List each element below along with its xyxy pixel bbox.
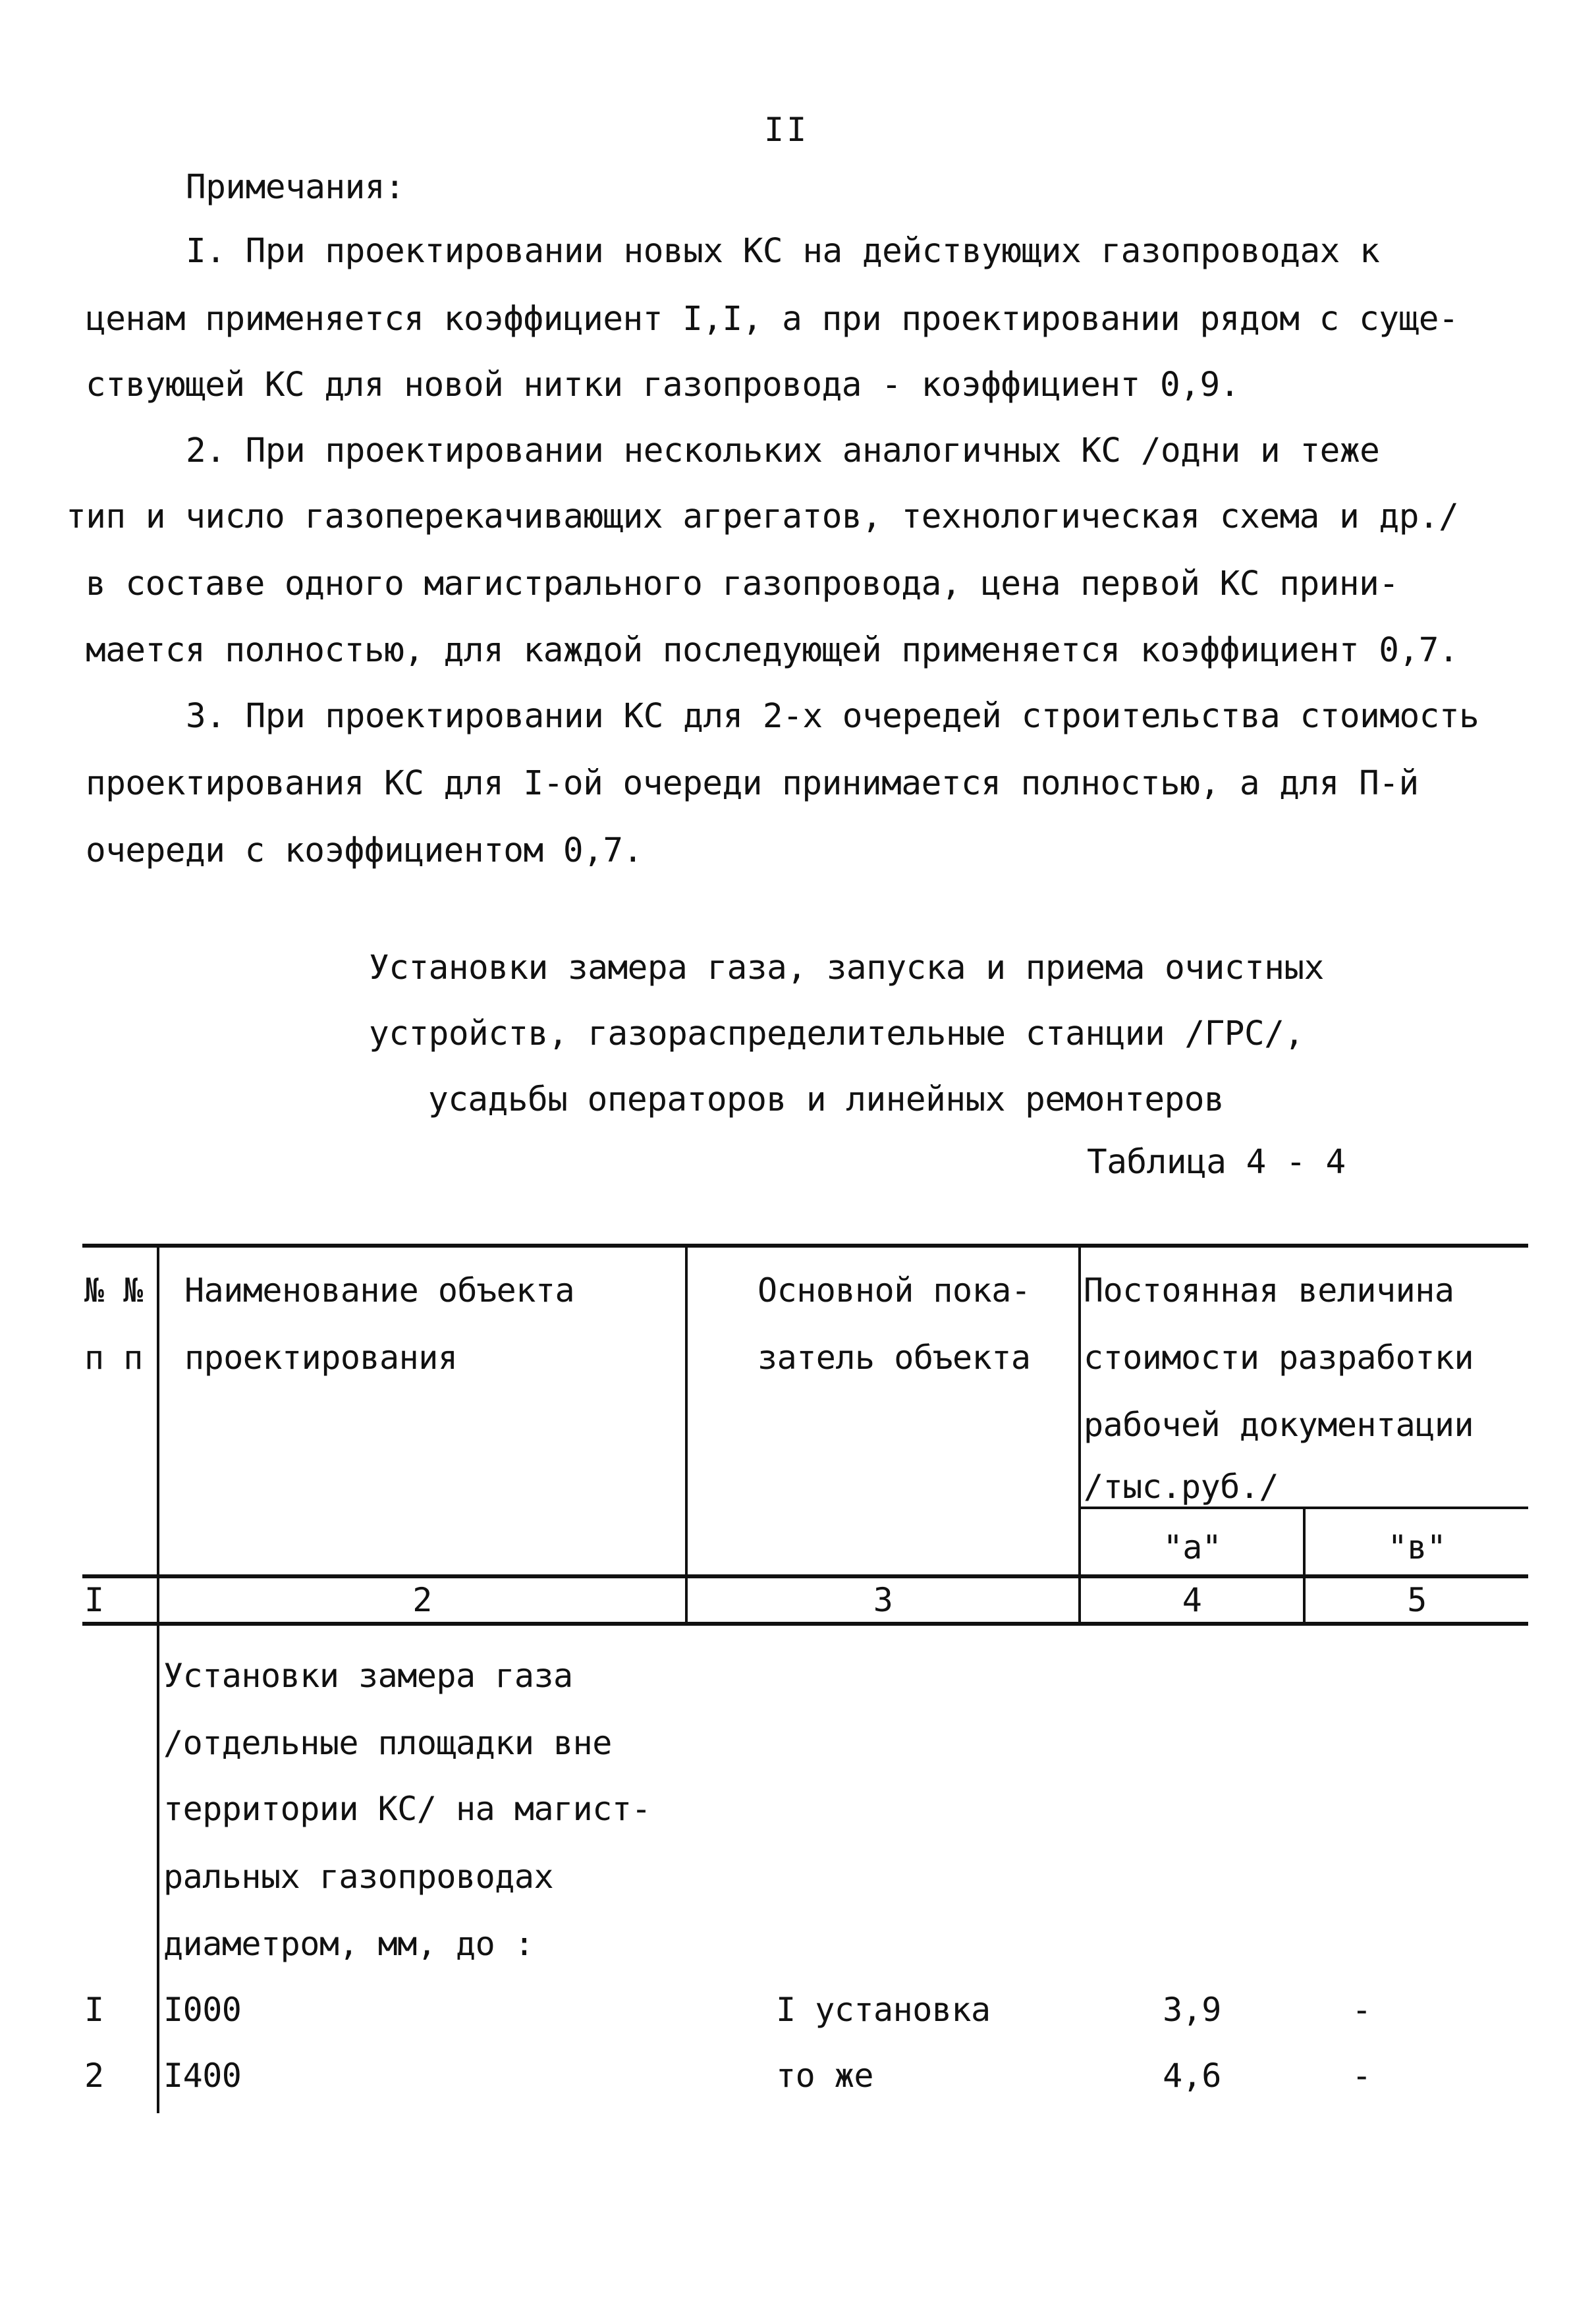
note-2-line-3: в составе одного магистрального газопровода, цена первой КС прини-	[86, 565, 1399, 603]
section-title-line-2: устройств, газораспределительные станции /ГРС/,	[369, 1014, 1304, 1053]
column-number-3: 3	[873, 1581, 893, 1619]
row-1-number: I	[84, 1991, 104, 2029]
header-bottom-rule	[82, 1574, 1528, 1578]
group-title-line-1: Установки замера газа	[163, 1657, 573, 1695]
header-num-line-2: п п	[84, 1339, 143, 1377]
column-number-4: 4	[1182, 1581, 1202, 1619]
col-divider-2	[685, 1245, 688, 1624]
header-cost-line-1: Постоянная величина	[1084, 1271, 1454, 1310]
subheader-a: "а"	[1163, 1528, 1222, 1566]
table-label: Таблица 4 - 4	[1087, 1143, 1346, 1182]
row-1-value-a: 3,9	[1163, 1991, 1221, 2029]
col-divider-1	[157, 1245, 159, 2113]
row-1-value-b: -	[1352, 1991, 1371, 2029]
column-number-1: I	[84, 1581, 104, 1619]
note-3-line-3: очереди с коэффициентом 0,7.	[86, 831, 643, 870]
group-title-line-2: /отдельные площадки вне	[163, 1724, 612, 1762]
row-2-name: I400	[163, 2057, 242, 2095]
header-cost-line-2: стоимости разработки	[1084, 1339, 1474, 1377]
note-2-line-2: тип и число газоперекачивающих агрегатов, технологическая схема и др./	[66, 497, 1459, 536]
note-1-line-2: ценам применяется коэффициент I,I, а при проектировании рядом с суще-	[86, 300, 1459, 339]
row-1-indicator: I установка	[776, 1991, 991, 2029]
header-indicator-line-1: Основной пока-	[758, 1271, 1031, 1310]
section-title-line-3: усадьбы операторов и линейных ремонтеров	[428, 1080, 1225, 1119]
note-2-line-1: 2. При проектировании нескольких аналогичных КС /одни и теже	[186, 431, 1380, 470]
note-1-line-3: ствующей КС для новой нитки газопровода - коэффициент 0,9.	[86, 366, 1240, 404]
notes-heading: Примечания:	[186, 168, 405, 207]
column-number-rule	[82, 1622, 1528, 1626]
row-2-number: 2	[84, 2057, 104, 2095]
page-number: II	[764, 111, 810, 149]
row-1-name: I000	[163, 1991, 242, 2029]
note-1-line-1: I. При проектировании новых КС на действующих газопроводах к	[186, 232, 1380, 271]
note-3-line-1: 3. При проектировании КС для 2-х очередей строительства стоимость	[186, 697, 1479, 736]
header-cost-line-4: /тыс.руб./	[1084, 1468, 1279, 1506]
col-divider-3	[1078, 1245, 1081, 1624]
note-2-line-4: мается полностью, для каждой последующей применяется коэффициент 0,7.	[86, 631, 1459, 670]
group-title-line-5: диаметром, мм, до :	[163, 1925, 534, 1963]
note-3-line-2: проектирования КС для I-ой очереди принимается полностью, а для П-й	[86, 764, 1419, 803]
group-title-line-4: ральных газопроводах	[163, 1858, 554, 1896]
row-2-value-a: 4,6	[1163, 2057, 1221, 2095]
header-name-line-1: Наименование объекта	[184, 1271, 575, 1310]
header-cost-line-3: рабочей документации	[1084, 1406, 1474, 1444]
header-indicator-line-2: затель объекта	[758, 1339, 1031, 1377]
section-title-line-1: Установки замера газа, запуска и приема очистных	[369, 949, 1324, 987]
table-top-rule	[82, 1244, 1528, 1248]
row-2-value-b: -	[1352, 2057, 1371, 2095]
group-title-line-3: территории КС/ на магист-	[163, 1790, 651, 1828]
row-2-indicator: то же	[776, 2057, 874, 2095]
header-num-line-1: № №	[84, 1271, 143, 1310]
subheader-b: "в"	[1387, 1528, 1447, 1566]
column-number-2: 2	[412, 1581, 432, 1619]
column-number-5: 5	[1407, 1581, 1427, 1619]
header-name-line-2: проектирования	[184, 1339, 458, 1377]
